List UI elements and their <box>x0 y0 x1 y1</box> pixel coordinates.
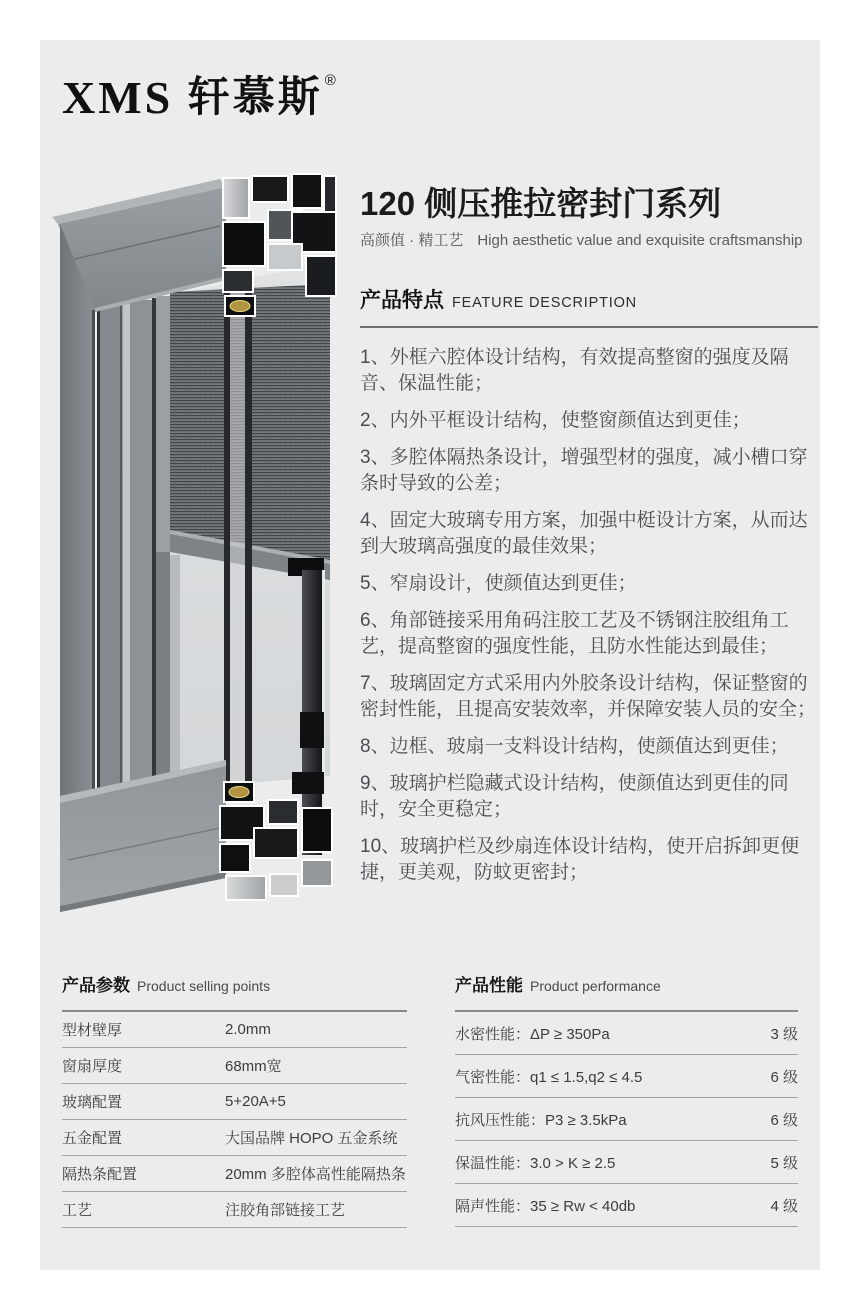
table-row <box>62 1120 407 1156</box>
param-label: 窗扇厚度 <box>62 1058 123 1075</box>
perf-level: 6 级 <box>770 1111 798 1129</box>
feature-item: 1、外框六腔体设计结构，有效提高整窗的强度及隔音、保温性能； <box>360 347 789 394</box>
performance-heading-cn: 产品性能 <box>455 976 523 995</box>
param-value: 68mm宽 <box>225 1058 282 1075</box>
param-value: 注胶角部链接工艺 <box>225 1202 346 1219</box>
table-row <box>62 1048 407 1084</box>
table-row <box>455 1141 798 1184</box>
param-value: 大国品牌 HOPO 五金系统 <box>225 1130 398 1147</box>
param-value: 20mm 多腔体高性能隔热条 <box>225 1166 406 1183</box>
glass-pane-edges <box>224 286 252 792</box>
feature-item: 10、玻璃护栏及纱扇连体设计结构，使开启拆卸更便捷，更美观，防蚊更密封； <box>360 836 800 883</box>
feature-item: 8、边框、玻扇一支料设计结构，使颜值达到更佳； <box>360 736 789 757</box>
parameters-heading-en: Product selling points <box>137 978 271 994</box>
perf-label: 隔声性能：35 ≥ Rw < 40db <box>455 1197 636 1215</box>
perf-level: 6 级 <box>770 1068 798 1086</box>
feature-item: 2、内外平框设计结构，使整窗颜值达到更佳； <box>360 410 751 431</box>
perf-label: 水密性能：ΔP ≥ 350Pa <box>455 1025 610 1043</box>
subtitle-cn: 高颜值 · 精工艺 <box>360 232 464 249</box>
perf-label: 气密性能：q1 ≤ 1.5,q2 ≤ 4.5 <box>455 1068 643 1086</box>
info-column <box>360 185 818 897</box>
performance-heading-en: Product performance <box>530 978 661 994</box>
param-label: 型材壁厚 <box>62 1022 123 1039</box>
logo-cn-text: 轩慕斯 <box>187 73 323 120</box>
param-label: 工艺 <box>62 1202 93 1219</box>
perf-level: 5 级 <box>770 1154 798 1172</box>
page-subtitle <box>360 231 818 251</box>
content-panel <box>40 40 820 1270</box>
registered-trademark-mark: ® <box>324 72 336 89</box>
features-heading-en: FEATURE DESCRIPTION <box>452 295 637 311</box>
feature-item: 7、玻璃固定方式采用内外胶条设计结构，保证整窗的密封性能，且提高安装效率，并保障安装人员的安全； <box>360 673 817 720</box>
perf-level: 4 级 <box>770 1197 798 1215</box>
performance-table <box>455 975 798 1227</box>
feature-item: 6、角部链接采用角码注胶工艺及不锈钢注胶组角工艺，提高整窗的强度性能，且防水性能达到最佳； <box>360 610 789 657</box>
param-value: 5+20A+5 <box>225 1093 286 1110</box>
table-row <box>455 1012 798 1055</box>
param-value: 2.0mm <box>225 1021 271 1038</box>
subtitle-en: High aesthetic value and exquisite craftsmanship <box>477 232 803 249</box>
feature-list <box>360 345 818 886</box>
perf-level: 3 级 <box>770 1025 798 1043</box>
table-row <box>455 1098 798 1141</box>
product-render <box>40 160 360 940</box>
gasket-gold-bottom <box>229 787 249 798</box>
feature-item: 3、多腔体隔热条设计，增强型材的强度，减小槽口穿条时导致的公差； <box>360 447 808 494</box>
perf-label: 保温性能：3.0 > K ≥ 2.5 <box>455 1154 616 1172</box>
performance-heading <box>455 975 798 998</box>
features-divider <box>360 326 818 328</box>
feature-item: 5、窄扇设计，使颜值达到更佳； <box>360 573 637 594</box>
logo-latin-text: XMS <box>62 72 174 123</box>
page-title: 120 侧压推拉密封门系列 <box>360 185 722 222</box>
table-row <box>62 1192 407 1228</box>
table-row <box>62 1012 407 1048</box>
feature-item: 4、固定大玻璃专用方案，加强中梃设计方案，从而达到大玻璃高强度的最佳效果； <box>360 510 808 557</box>
table-row <box>455 1184 798 1227</box>
param-label: 玻璃配置 <box>62 1094 123 1111</box>
brand-logo <box>62 66 336 126</box>
param-label: 五金配置 <box>62 1130 123 1147</box>
parameters-heading-cn: 产品参数 <box>62 976 130 995</box>
parameters-heading <box>62 975 407 998</box>
features-heading <box>360 287 818 317</box>
feature-item: 9、玻璃护栏隐藏式设计结构，使颜值达到更佳的同时，安全更稳定； <box>360 773 789 820</box>
parameters-table <box>62 975 407 1228</box>
perf-label: 抗风压性能：P3 ≥ 3.5kPa <box>455 1111 627 1129</box>
features-heading-cn: 产品特点 <box>360 289 444 312</box>
param-label: 隔热条配置 <box>62 1166 138 1183</box>
frame-jamb <box>60 224 95 860</box>
table-row <box>62 1084 407 1120</box>
table-row <box>62 1156 407 1192</box>
gasket-gold-top <box>230 301 250 312</box>
table-row <box>455 1055 798 1098</box>
